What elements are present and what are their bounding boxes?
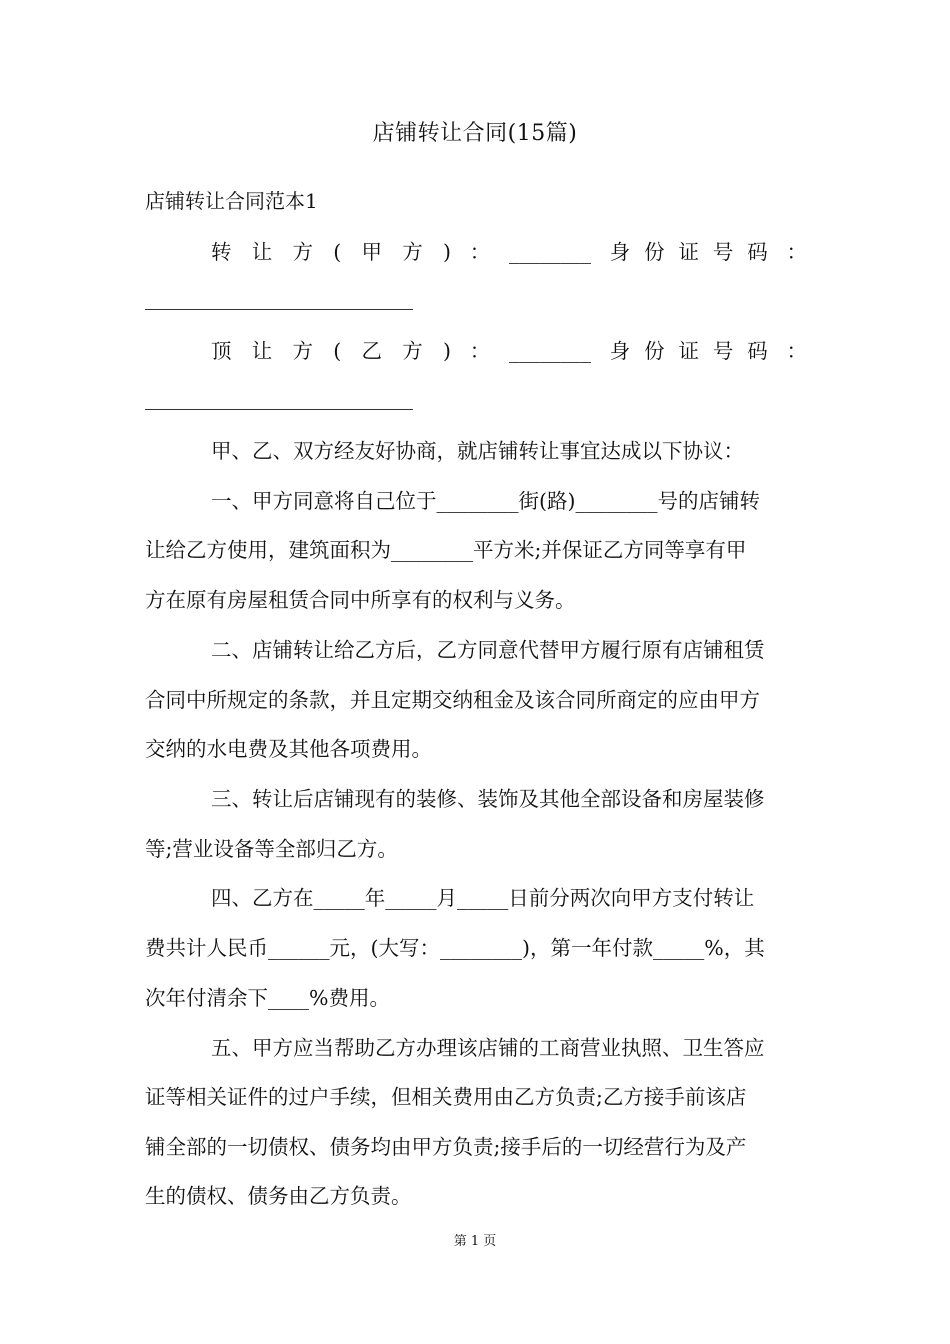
body-line: 交纳的水电费及其他各项费用。	[145, 737, 432, 761]
party-a-row	[211, 237, 807, 267]
body-line: 方在原有房屋租赁合同中所享有的权利与义务。	[145, 588, 576, 612]
body-line: 等;营业设备等全部归乙方。	[145, 837, 398, 861]
document-subtitle: 店铺转让合同范本1	[145, 189, 318, 213]
label-char: 证	[678, 240, 699, 264]
body-line: 一、甲方同意将自己位于________街(路)________号的店铺转	[211, 489, 760, 513]
body-line: 甲、乙、双方经友好协商，就店铺转让事宜达成以下协议：	[211, 439, 744, 463]
body-line: 铺全部的一切债权、债务均由甲方负责;接手后的一切经营行为及产	[145, 1135, 747, 1159]
party-b-row	[211, 336, 807, 366]
body-line: 四、乙方在_____年_____月_____日前分两次向甲方支付转让	[211, 886, 755, 910]
party-b-id-blank	[145, 408, 413, 410]
label-char: 证	[678, 339, 699, 363]
party-a-blank: ________	[509, 240, 591, 264]
body-line: 让给乙方使用，建筑面积为________平方米;并保证乙方同等享有甲	[145, 538, 747, 562]
label-char: 份	[644, 240, 665, 264]
label-char: 方	[292, 240, 313, 264]
label-char: 方	[402, 339, 423, 363]
body-line: 生的债权、债务由乙方负责。	[145, 1184, 412, 1208]
label-char: 让	[251, 339, 273, 363]
party-a-id-blank	[145, 308, 413, 310]
label-char: 码	[747, 339, 768, 363]
label-char: 身	[609, 339, 631, 363]
body-line: 证等相关证件的过户手续，但相关费用由乙方负责;乙方接手前该店	[145, 1085, 747, 1109]
body-line: 三、转让后店铺现有的装修、装饰及其他全部设备和房屋装修	[211, 787, 765, 811]
body-line: 合同中所规定的条款，并且定期交纳租金及该合同所商定的应由甲方	[145, 688, 760, 712]
label-char: 号	[712, 240, 734, 264]
label-char: 份	[644, 339, 665, 363]
party-a-id-colon: ：	[786, 240, 807, 264]
label-char: 码	[747, 240, 768, 264]
label-char: 方	[292, 339, 313, 363]
party-a-id-label	[610, 237, 768, 267]
label-char: 方	[402, 240, 423, 264]
label-char: )	[443, 240, 451, 264]
document-title: 店铺转让合同(15篇)	[372, 121, 578, 146]
party-b-line	[145, 336, 807, 366]
label-char: 让	[251, 240, 273, 264]
party-a-colon: ：	[469, 240, 491, 264]
page-number: 第 1 页	[453, 1234, 497, 1249]
label-char: 甲	[361, 240, 382, 264]
party-a-label	[211, 237, 451, 267]
party-b-id-label	[610, 336, 768, 366]
body-line: 次年付清余下____%费用。	[145, 986, 390, 1010]
label-char: 身	[609, 240, 631, 264]
label-char: (	[333, 240, 342, 264]
party-a-line	[145, 237, 807, 267]
party-b-blank: ________	[509, 339, 591, 363]
label-char: )	[443, 339, 451, 363]
party-b-label	[211, 336, 451, 366]
party-b-id-colon: ：	[786, 339, 807, 363]
label-char: 乙	[361, 339, 382, 363]
body-line: 二、店铺转让给乙方后，乙方同意代替甲方履行原有店铺租赁	[211, 638, 765, 662]
label-char: 顶	[211, 339, 232, 363]
label-char: 号	[712, 339, 734, 363]
party-b-colon: ：	[469, 339, 491, 363]
body-line: 费共计人民币______元，(大写：________)，第一年付款_____%，其	[145, 936, 765, 960]
body-line: 五、甲方应当帮助乙方办理该店铺的工商营业执照、卫生答应	[211, 1036, 765, 1060]
label-char: (	[333, 339, 342, 363]
label-char: 转	[211, 240, 232, 264]
